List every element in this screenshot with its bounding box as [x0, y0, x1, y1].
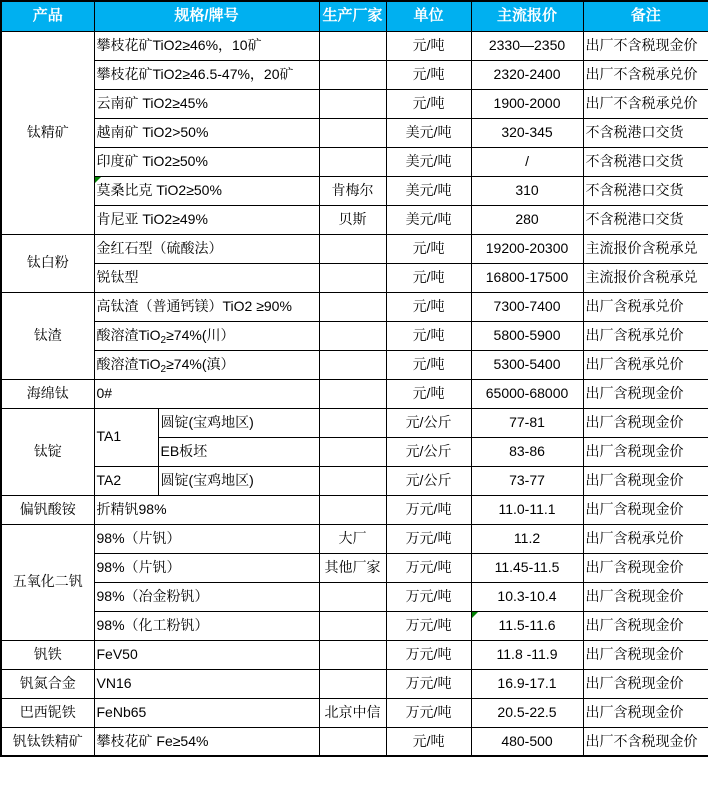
price-cell: 11.0-11.1 [471, 495, 583, 524]
unit-cell: 美元/吨 [386, 205, 471, 234]
spec-cell: 锐钛型 [94, 263, 319, 292]
table-row [1, 582, 708, 611]
note-cell: 出厂含税现金价 [583, 669, 708, 698]
price-cell: 2330—2350 [471, 31, 583, 60]
product-cell: 钛白粉 [1, 234, 94, 292]
unit-cell: 元/吨 [386, 234, 471, 263]
manufacturer-cell [319, 89, 386, 118]
price-cell: 2320-2400 [471, 60, 583, 89]
table-row [1, 234, 708, 263]
note-cell: 出厂含税现金价 [583, 640, 708, 669]
manufacturer-cell [319, 727, 386, 756]
grade-cell: TA1 [94, 408, 158, 466]
price-cell: 19200-20300 [471, 234, 583, 263]
manufacturer-cell [319, 379, 386, 408]
note-cell: 出厂含税现金价 [583, 437, 708, 466]
spec-cell: 酸溶渣TiO$_2$≥74%(川） [94, 321, 319, 350]
unit-cell: 元/吨 [386, 727, 471, 756]
note-cell: 出厂不含税承兑价 [583, 60, 708, 89]
table-row [1, 176, 708, 205]
product-cell: 巴西铌铁 [1, 698, 94, 727]
note-cell: 出厂不含税现金价 [583, 31, 708, 60]
unit-cell: 元/吨 [386, 292, 471, 321]
price-cell: 77-81 [471, 408, 583, 437]
header-product: 产品 [1, 1, 94, 31]
note-cell: 不含税港口交货 [583, 118, 708, 147]
note-cell: 出厂不含税承兑价 [583, 89, 708, 118]
price-cell: 83-86 [471, 437, 583, 466]
manufacturer-cell [319, 669, 386, 698]
note-cell: 主流报价含税承兑 [583, 234, 708, 263]
subscript-2: 2 [160, 363, 167, 375]
unit-cell: 元/吨 [386, 321, 471, 350]
manufacturer-cell [319, 640, 386, 669]
table-row [1, 524, 708, 553]
unit-cell: 元/吨 [386, 60, 471, 89]
product-cell: 钛渣 [1, 292, 94, 379]
note-cell: 出厂含税现金价 [583, 379, 708, 408]
price-cell: / [471, 147, 583, 176]
table-row [1, 611, 708, 640]
product-cell: 五氧化二钒 [1, 524, 94, 640]
table-row [1, 118, 708, 147]
note-cell: 出厂含税现金价 [583, 582, 708, 611]
spec-cell: 莫桑比克 TiO2≥50% [94, 176, 319, 205]
header-row [1, 1, 708, 31]
spec-cell: 越南矿 TiO2>50% [94, 118, 319, 147]
header-price: 主流报价 [471, 1, 583, 31]
note-cell: 主流报价含税承兑 [583, 263, 708, 292]
manufacturer-cell: 北京中信 [319, 698, 386, 727]
unit-cell: 元/吨 [386, 31, 471, 60]
unit-cell: 万元/吨 [386, 553, 471, 582]
price-cell: 310 [471, 176, 583, 205]
spec-cell: 云南矿 TiO2≥45% [94, 89, 319, 118]
note-cell: 不含税港口交货 [583, 147, 708, 176]
price-cell: 65000-68000 [471, 379, 583, 408]
price-cell: 320-345 [471, 118, 583, 147]
unit-cell: 元/吨 [386, 263, 471, 292]
table-row [1, 89, 708, 118]
price-cell: 1900-2000 [471, 89, 583, 118]
manufacturer-cell [319, 582, 386, 611]
unit-cell: 元/吨 [386, 350, 471, 379]
manufacturer-cell: 其他厂家 [319, 553, 386, 582]
table-row [1, 147, 708, 176]
manufacturer-cell [319, 234, 386, 263]
spec-cell: 金红石型（硫酸法） [94, 234, 319, 263]
table-row [1, 263, 708, 292]
price-cell: 16800-17500 [471, 263, 583, 292]
note-cell: 出厂含税现金价 [583, 408, 708, 437]
manufacturer-cell [319, 437, 386, 466]
note-cell: 出厂含税承兑价 [583, 524, 708, 553]
note-cell: 出厂含税现金价 [583, 698, 708, 727]
spec-cell: 高钛渣（普通钙镁）TiO2 ≥90% [94, 292, 319, 321]
manufacturer-cell [319, 263, 386, 292]
unit-cell: 美元/吨 [386, 176, 471, 205]
table-row [1, 321, 708, 350]
spec-cell: 攀枝花矿 Fe≥54% [94, 727, 319, 756]
table-row [1, 31, 708, 60]
unit-cell: 万元/吨 [386, 495, 471, 524]
note-cell: 出厂含税现金价 [583, 466, 708, 495]
spec-cell: 印度矿 TiO2≥50% [94, 147, 319, 176]
unit-cell: 元/吨 [386, 89, 471, 118]
manufacturer-cell [319, 611, 386, 640]
unit-cell: 万元/吨 [386, 640, 471, 669]
price-cell: 11.8 -11.9 [471, 640, 583, 669]
spec-cell: 98%（片钒） [94, 553, 319, 582]
spec-cell: EB板坯 [158, 437, 319, 466]
manufacturer-cell [319, 321, 386, 350]
header-note: 备注 [583, 1, 708, 31]
note-cell: 出厂不含税现金价 [583, 727, 708, 756]
manufacturer-cell [319, 495, 386, 524]
manufacturer-cell [319, 350, 386, 379]
unit-cell: 万元/吨 [386, 611, 471, 640]
note-cell: 不含税港口交货 [583, 205, 708, 234]
note-cell: 出厂含税承兑价 [583, 292, 708, 321]
table-row [1, 292, 708, 321]
table-row [1, 60, 708, 89]
spec-cell: 折精钒98% [94, 495, 319, 524]
subscript-2: 2 [160, 334, 167, 346]
product-cell: 海绵钛 [1, 379, 94, 408]
manufacturer-cell: 肯梅尔 [319, 176, 386, 205]
spec-cell: 98%（冶金粉钒） [94, 582, 319, 611]
table-body [1, 31, 708, 756]
table-row [1, 553, 708, 582]
table-row [1, 379, 708, 408]
table-header [1, 1, 708, 31]
table-row [1, 495, 708, 524]
price-cell: 11.2 [471, 524, 583, 553]
unit-cell: 万元/吨 [386, 582, 471, 611]
price-cell: 480-500 [471, 727, 583, 756]
manufacturer-cell: 贝斯 [319, 205, 386, 234]
product-cell: 钛锭 [1, 408, 94, 495]
grade-cell: TA2 [94, 466, 158, 495]
header-manufacturer: 生产厂家 [319, 1, 386, 31]
unit-cell: 美元/吨 [386, 118, 471, 147]
price-cell: 5300-5400 [471, 350, 583, 379]
cell-error-indicator-icon [95, 177, 101, 183]
unit-cell: 美元/吨 [386, 147, 471, 176]
price-cell: 20.5-22.5 [471, 698, 583, 727]
spec-cell: 0# [94, 379, 319, 408]
cell-error-indicator-icon [472, 612, 478, 618]
table-row [1, 466, 708, 495]
spec-cell: 圆锭(宝鸡地区) [158, 408, 319, 437]
manufacturer-cell [319, 292, 386, 321]
unit-cell: 万元/吨 [386, 698, 471, 727]
spec-cell: 攀枝花矿TiO2≥46%，10矿 [94, 31, 319, 60]
manufacturer-cell [319, 147, 386, 176]
table-row [1, 408, 708, 437]
product-cell: 钒钛铁精矿 [1, 727, 94, 756]
unit-cell: 元/吨 [386, 379, 471, 408]
spec-cell: 98%（片钒） [94, 524, 319, 553]
table-row [1, 669, 708, 698]
price-cell: 5800-5900 [471, 321, 583, 350]
product-cell: 钒铁 [1, 640, 94, 669]
spec-cell: 攀枝花矿TiO2≥46.5-47%，20矿 [94, 60, 319, 89]
header-spec: 规格/牌号 [94, 1, 319, 31]
unit-cell: 元/公斤 [386, 466, 471, 495]
table-row [1, 727, 708, 756]
spec-cell: VN16 [94, 669, 319, 698]
unit-cell: 万元/吨 [386, 669, 471, 698]
price-cell: 7300-7400 [471, 292, 583, 321]
manufacturer-cell [319, 466, 386, 495]
product-cell: 钒氮合金 [1, 669, 94, 698]
spec-cell: FeV50 [94, 640, 319, 669]
price-cell: 11.5-11.6 [471, 611, 583, 640]
header-unit: 单位 [386, 1, 471, 31]
price-cell: 11.45-11.5 [471, 553, 583, 582]
table-row [1, 350, 708, 379]
manufacturer-cell [319, 118, 386, 147]
manufacturer-cell [319, 60, 386, 89]
spec-cell: 圆锭(宝鸡地区) [158, 466, 319, 495]
manufacturer-cell [319, 408, 386, 437]
note-cell: 出厂含税现金价 [583, 611, 708, 640]
note-cell: 出厂含税承兑价 [583, 321, 708, 350]
spec-cell: 肯尼亚 TiO2≥49% [94, 205, 319, 234]
table-row [1, 698, 708, 727]
product-cell: 偏钒酸铵 [1, 495, 94, 524]
spec-cell: 酸溶渣TiO$_2$≥74%(滇） [94, 350, 319, 379]
manufacturer-cell: 大厂 [319, 524, 386, 553]
table-row [1, 205, 708, 234]
note-cell: 出厂含税现金价 [583, 553, 708, 582]
unit-cell: 万元/吨 [386, 524, 471, 553]
spec-cell: 98%（化工粉钒） [94, 611, 319, 640]
table-row [1, 640, 708, 669]
price-cell: 280 [471, 205, 583, 234]
note-cell: 出厂含税现金价 [583, 495, 708, 524]
manufacturer-cell [319, 31, 386, 60]
unit-cell: 元/公斤 [386, 408, 471, 437]
spec-cell: FeNb65 [94, 698, 319, 727]
unit-cell: 元/公斤 [386, 437, 471, 466]
price-cell: 73-77 [471, 466, 583, 495]
price-cell: 16.9-17.1 [471, 669, 583, 698]
price-cell: 10.3-10.4 [471, 582, 583, 611]
note-cell: 出厂含税承兑价 [583, 350, 708, 379]
product-cell: 钛精矿 [1, 31, 94, 234]
note-cell: 不含税港口交货 [583, 176, 708, 205]
